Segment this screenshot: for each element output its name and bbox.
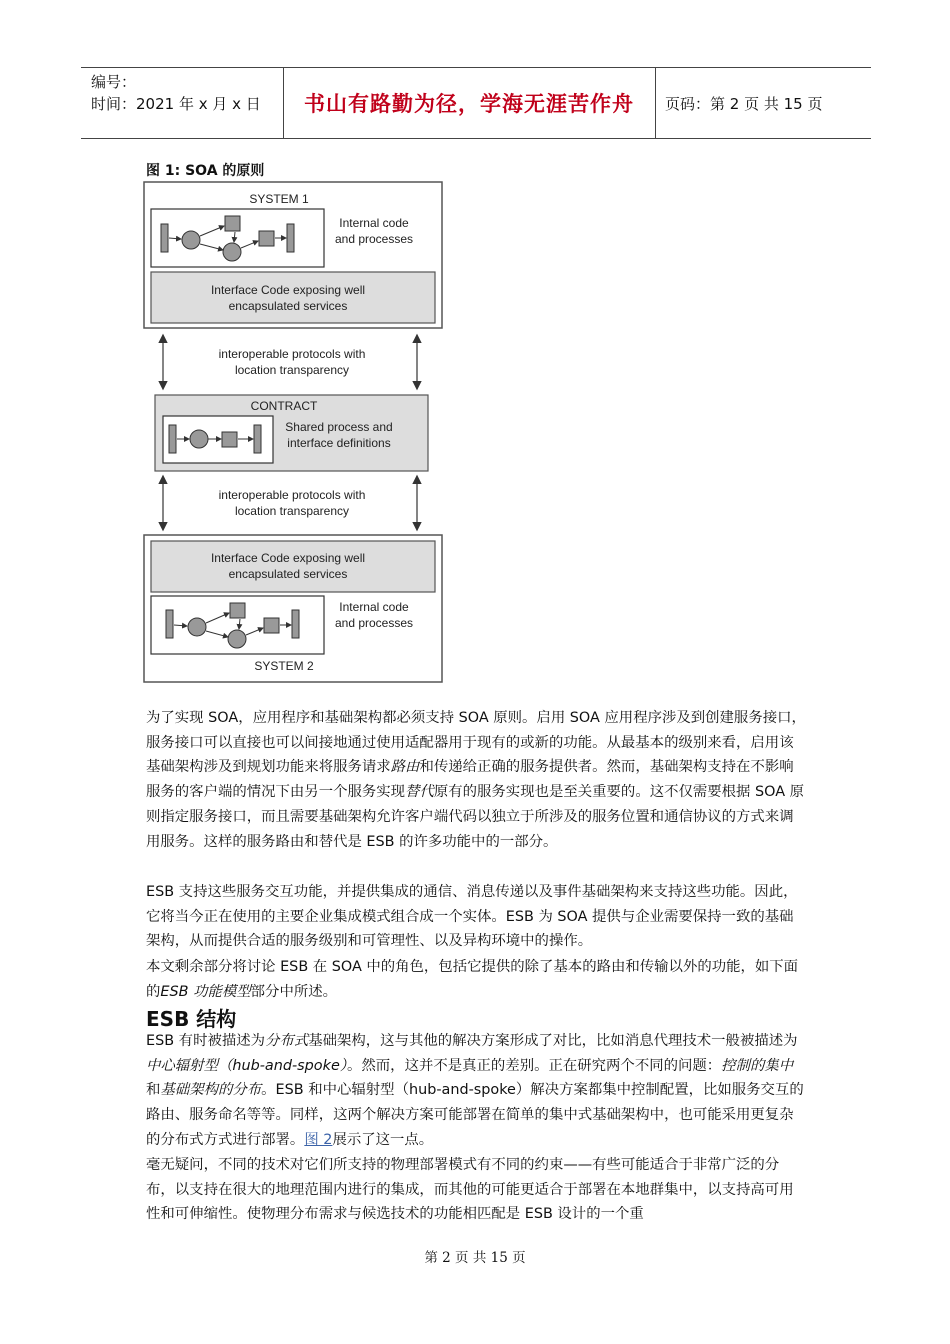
contract-process-flow	[163, 416, 273, 463]
paragraph-physical-deployment: 毫无疑问，不同的技术对它们所支持的物理部署模式有不同的约束——有些可能适合于非常广泛的分布，以支持在很大的地理范围内进行的集成，而其他的可能更适合于部署在本地群集中，以支持高可用性和可伸缩性。使物理分布需求与候选技术的功能相匹配是 ESB 设计的一个重	[146, 1157, 794, 1223]
contract-title: CONTRACT	[250, 399, 318, 413]
emphasis-infrastructure-distribution: 基础架构的分布	[160, 1082, 262, 1099]
protocol-upper-line2: location transparency	[234, 363, 350, 377]
system2-box	[144, 535, 442, 682]
section-heading-esb-structure: ESB 结构	[146, 1007, 237, 1031]
paragraph-remaining-sections: 本文剩余部分将讨论 ESB 在 SOA 中的角色，包括它提供的除了基本的路由和传输以外的功能，如下面的ESB 功能模型部分中所述。	[146, 959, 799, 1000]
doc-date-label: 时间：2021 年 x 月 x 日	[91, 95, 261, 113]
protocol-lower-line2: location transparency	[234, 504, 350, 518]
system1-internal-line2: and processes	[334, 232, 414, 246]
system2-internal-line2: and processes	[334, 616, 414, 630]
paragraph-esb-structure: ESB 有时被描述为分布式基础架构，这与其他的解决方案形成了对比，比如消息代理技术一般被描述为中心辐射型（hub-and-spoke）。然而，这并不是真正的差别。正在研究两个不同的问题：控制的集中和基础架构的分布。ESB 和中心辐射型（hub-and-spoke）解决方案都集中控制配置，比如服务交互的路由、服务命名等等。同样，这两个解决方案可能部署在简单的集中式基础架构中，也可能采用更复杂的分布式方式进行部署。图 2展示了这一点。	[146, 1033, 804, 1148]
contract-box	[155, 395, 428, 471]
figure-2-link[interactable]: 图 2	[304, 1131, 333, 1148]
system2-interface-line1: Interface Code exposing well	[210, 551, 366, 565]
system1-title: SYSTEM 1	[249, 192, 309, 206]
soa-principles-diagram	[142, 180, 446, 684]
lower-protocol-link	[163, 477, 417, 529]
emphasis-substitution: 替代	[405, 784, 434, 801]
protocol-upper-line1: interoperable protocols with	[218, 347, 366, 361]
emphasis-esb-model: ESB 功能模型	[160, 983, 251, 1000]
doc-number-label: 编号：	[91, 73, 137, 91]
figure-caption: 图 1: SOA 的原则	[146, 163, 265, 179]
shared-line1: Shared process and	[285, 420, 393, 434]
system2-internal-line1: Internal code	[339, 600, 409, 614]
emphasis-hub-and-spoke: 中心辐射型（hub-and-spoke）	[146, 1057, 347, 1074]
paragraph-soa-principles: 为了实现 SOA，应用程序和基础架构都必须支持 SOA 原则。启用 SOA 应用程序涉及到创建服务接口，服务接口可以直接也可以间接地通过使用适配器用于现有的或新的功能。从最基本的级别来看，启用该基础架构涉及到规划功能来将服务请求路由和传递给正确的服务提供者。然而，基础架构支持在不影响服务的客户端的情况下由另一个服务实现替代原有的服务实现也是至关重要的。这不仅需要根据 SOA 原则指定服务接口，而且需要基础架构允许客户端代码以独立于所涉及的服务位置和通信协议的方式来调用服务。这样的服务路由和替代是 ESB 的许多功能中的一部分。	[146, 710, 806, 850]
system2-title: SYSTEM 2	[254, 659, 314, 673]
system1-interface-line2: encapsulated services	[228, 299, 348, 313]
page-header	[81, 67, 871, 139]
system1-box	[144, 182, 442, 328]
system2-interface-line2: encapsulated services	[228, 567, 348, 581]
emphasis-distributed: 分布式	[265, 1033, 309, 1049]
page-footer: 第 2 页 共 15 页	[424, 1250, 526, 1266]
header-motto: 书山有路勤为径，学海无涯苦作舟	[304, 92, 634, 116]
emphasis-control-centralization: 控制的集中	[721, 1057, 794, 1074]
upper-protocol-link	[163, 336, 417, 388]
header-divider	[655, 68, 656, 138]
header-page-info: 页码：第 2 页 共 15 页	[665, 94, 823, 113]
emphasis-routing: 路由	[390, 759, 420, 776]
protocol-lower-line1: interoperable protocols with	[218, 488, 366, 502]
system2-process-flow	[151, 596, 324, 654]
system1-interface-line1: Interface Code exposing well	[210, 283, 366, 297]
paragraph-esb-support: ESB 支持这些服务交互功能，并提供集成的通信、消息传递以及事件基础架构来支持这些功能。因此，它将当今正在使用的主要企业集成模式组合成一个实体。ESB 为 SOA 提供与企业需要保持一致的基础架构，从而提供合适的服务级别和可管理性、以及异构环境中的操作。	[146, 884, 798, 950]
header-meta	[91, 71, 261, 115]
system1-process-flow	[151, 209, 324, 267]
system1-internal-line1: Internal code	[339, 216, 409, 230]
shared-line2: interface definitions	[287, 436, 391, 450]
system1-interface-box	[151, 272, 435, 323]
